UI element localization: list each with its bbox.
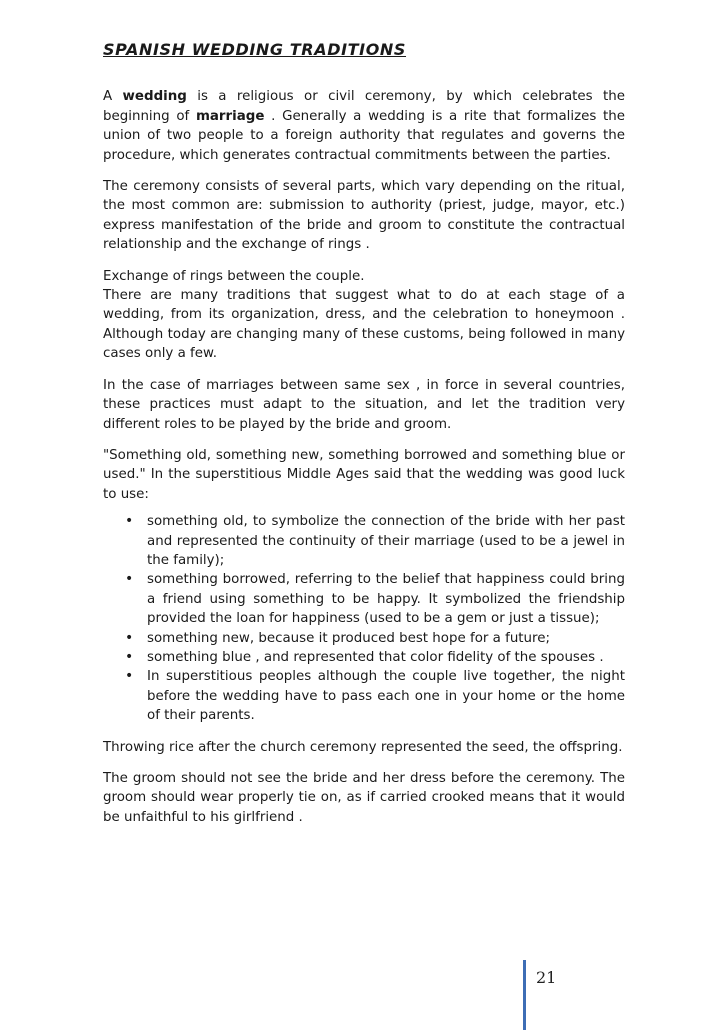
- text-run: is a religious or civil ceremony, by which celebrates the beginning of: [103, 89, 625, 124]
- page-title: SPANISH WEDDING TRADITIONS: [103, 40, 407, 59]
- paragraph-groom: The groom should not see the bride and her dress before the ceremony. The groom should wear properly tie on, as if carried crooked means that it would be unfaithful to his girlfriend .: [103, 771, 625, 825]
- document-body: [103, 40, 625, 839]
- paragraph-wedding-definition: [103, 87, 625, 165]
- paragraph-something-old: "Something old, something new, something borrowed and something blue or used." In the superstitious Middle Ages said that the wedding was good luck to use:: [103, 447, 625, 502]
- paragraph-traditions: [103, 267, 625, 364]
- text-run: . Generally a wedding is a rite that formalizes the union of two people to a foreign authority that regulates and governs the procedure, which generates contractual commitments between the parties.: [103, 108, 625, 163]
- bold-term-wedding: wedding: [122, 89, 187, 105]
- paragraph-same-sex: In the case of marriages between same sex , in force in several countries, these practices must adapt to the situation, and let the tradition very different roles to be played by the bride and groom.: [103, 377, 625, 432]
- page-number-box: [523, 960, 566, 1030]
- bold-term-marriage: marriage: [195, 108, 265, 124]
- text-run: A: [103, 89, 123, 105]
- list-item: • something old, to symbolize the connection of the bride with her past and represented the continuity of their marriage (used to be a jewel in the family);: [147, 512, 625, 570]
- list-item: • In superstitious peoples although the couple live together, the night before the wedding have to pass each one in your home or the home of their parents.: [147, 667, 625, 725]
- list-item: • something borrowed, referring to the belief that happiness could bring a friend using something to be happy. It symbolized the friendship provided the loan for happiness (used to be a gem or just a tissue);: [147, 570, 625, 628]
- list-item: • something blue , and represented that color fidelity of the spouses .: [147, 648, 625, 667]
- rings-line: Exchange of rings between the couple.: [103, 268, 365, 284]
- paragraph-ceremony: The ceremony consists of several parts, which vary depending on the ritual, the most common are: submission to authority (priest, judge, mayor, etc.) express manifestation of the bride and groom to constitute the contractual relationship and the exchange of rings .: [103, 179, 625, 253]
- page-number: 21: [536, 968, 557, 987]
- paragraph-rice: Throwing rice after the church ceremony represented the seed, the offspring.: [103, 739, 623, 755]
- bullet-list: [103, 512, 625, 725]
- list-item: • something new, because it produced best hope for a future;: [147, 629, 625, 648]
- traditions-text: There are many traditions that suggest what to do at each stage of a wedding, from its organization, dress, and the celebration to honeymoon . Although today are changing many of these customs, being followed in many cases only a few.: [103, 288, 625, 362]
